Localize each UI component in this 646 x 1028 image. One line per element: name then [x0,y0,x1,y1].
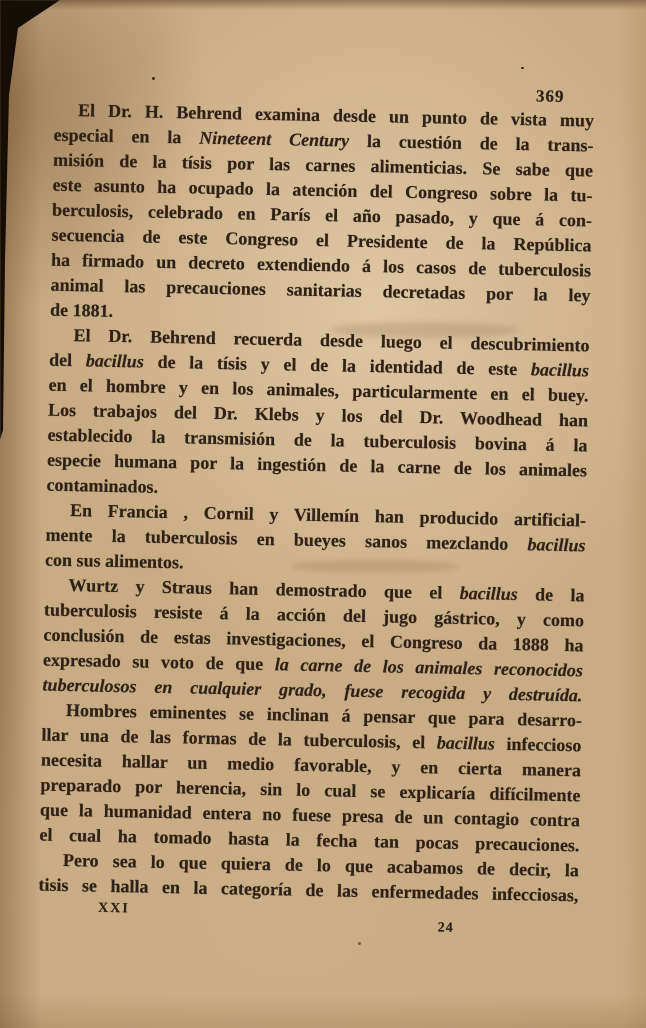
footer [37,900,578,955]
text-segment: la cuestión de la trans- [348,130,594,156]
text-segment: con sus alimentos. [44,549,184,573]
text-segment: mente la tuberculosis en bueyes sanos mezclando [45,524,528,555]
text-segment: especial en la [53,124,200,148]
text-segment: secuencia de este Congreso el Presidente de la República [51,224,592,256]
text-segment: Pero sea lo que quiera de lo que acabamos de decir, la [62,849,580,881]
text-segment: llar una de las formas de la tuberculosis, el [41,724,438,753]
paragraph [45,498,586,584]
text-segment: de 1881. [49,299,114,321]
italic-text: Nineteent Century [199,127,350,151]
text-segment: animal las precauciones sanitarias decretadas por la ley [50,274,591,306]
page-number: 369 [535,86,565,106]
text-segment: tisis se halla en la categoría de las enfermedades infecciosas, [38,874,579,906]
text-segment: ha firmado un decreto extendiendo á los casos de tuberculosis [50,249,592,281]
text-segment: expresado su voto de que [42,649,276,675]
sheet-number: 24 [437,920,454,936]
text-segment: contaminados. [46,474,159,497]
text-segment: de la tísis y el de la identidad de este [143,351,532,380]
text-segment: que la humanidad entera no fuese presa de un contagio contra [39,799,581,831]
text-segment: establecido la transmisión de la tuberculosis bovina á la [47,424,588,456]
text-segment: este asunto ha ocupado la atención del Congreso sobre la tu- [52,174,593,206]
paragraph [50,98,594,334]
text-segment: tuberculosis resiste á la acción del jugo gástrico, y como [43,599,585,631]
text-segment: berculosis, celebrado en París el año pasado, y que á con- [51,199,593,231]
paragraph [46,323,589,509]
text-segment: Wurtz y Straus han demostrado que el [68,575,460,603]
italic-text: bacillus [436,732,496,754]
italic-text: la carne de los animales reconocidos [274,654,584,681]
text-segment: del [48,349,87,371]
text-segment: Los trabajos del Dr. Klebs y los del Dr. Woodhead han [47,399,589,431]
text-block [37,77,594,955]
text-segment: Hombres eminentes se inclinan á pensar que para desarro- [65,700,583,731]
text-segment: en el hombre y en los animales, particularmente en el buey. [48,374,589,406]
text-segment: conclusión de estas investigaciones, el Congreso da 1888 ha [43,624,584,656]
paragraph [38,848,579,909]
text-segment: misión de la tísis por las carnes alimenticias. Se sabe que [52,149,594,181]
paragraph [39,698,582,859]
italic-text: bacillus [530,359,590,381]
italic-text: bacillus [459,582,518,605]
text-segment: especie humana por la ingestión de la carne de los animales [46,449,588,481]
text-segment: El Dr. H. Behrend examina desde un punto de vista muy [77,100,595,131]
paragraphs [38,98,594,909]
text-segment: el cual ha tomado hasta la fecha tan pocas precauciones. [39,824,580,856]
italic-text: tuberculosos en cualquier grado, fuese recogida y destruída. [42,674,583,706]
paragraph [42,573,584,709]
text-segment: necesita hallar un medio favorable, y en cierta manera [40,749,582,781]
italic-text: bacillus [85,350,145,372]
text-segment: En Francia , Cornil y Villemín han producido artificial- [69,500,587,531]
text-segment: de la [517,584,585,606]
italic-text: bacillus [527,534,586,556]
text-segment: El Dr. Behrend recuerda desde luego el descubrimiento [73,325,590,356]
text-segment: preparado por herencia, sin lo cual se explicaría difícilmente [40,774,581,806]
paper-speck [521,67,524,69]
signature-mark: XXI [97,900,130,917]
text-segment: infeccioso [494,733,582,756]
